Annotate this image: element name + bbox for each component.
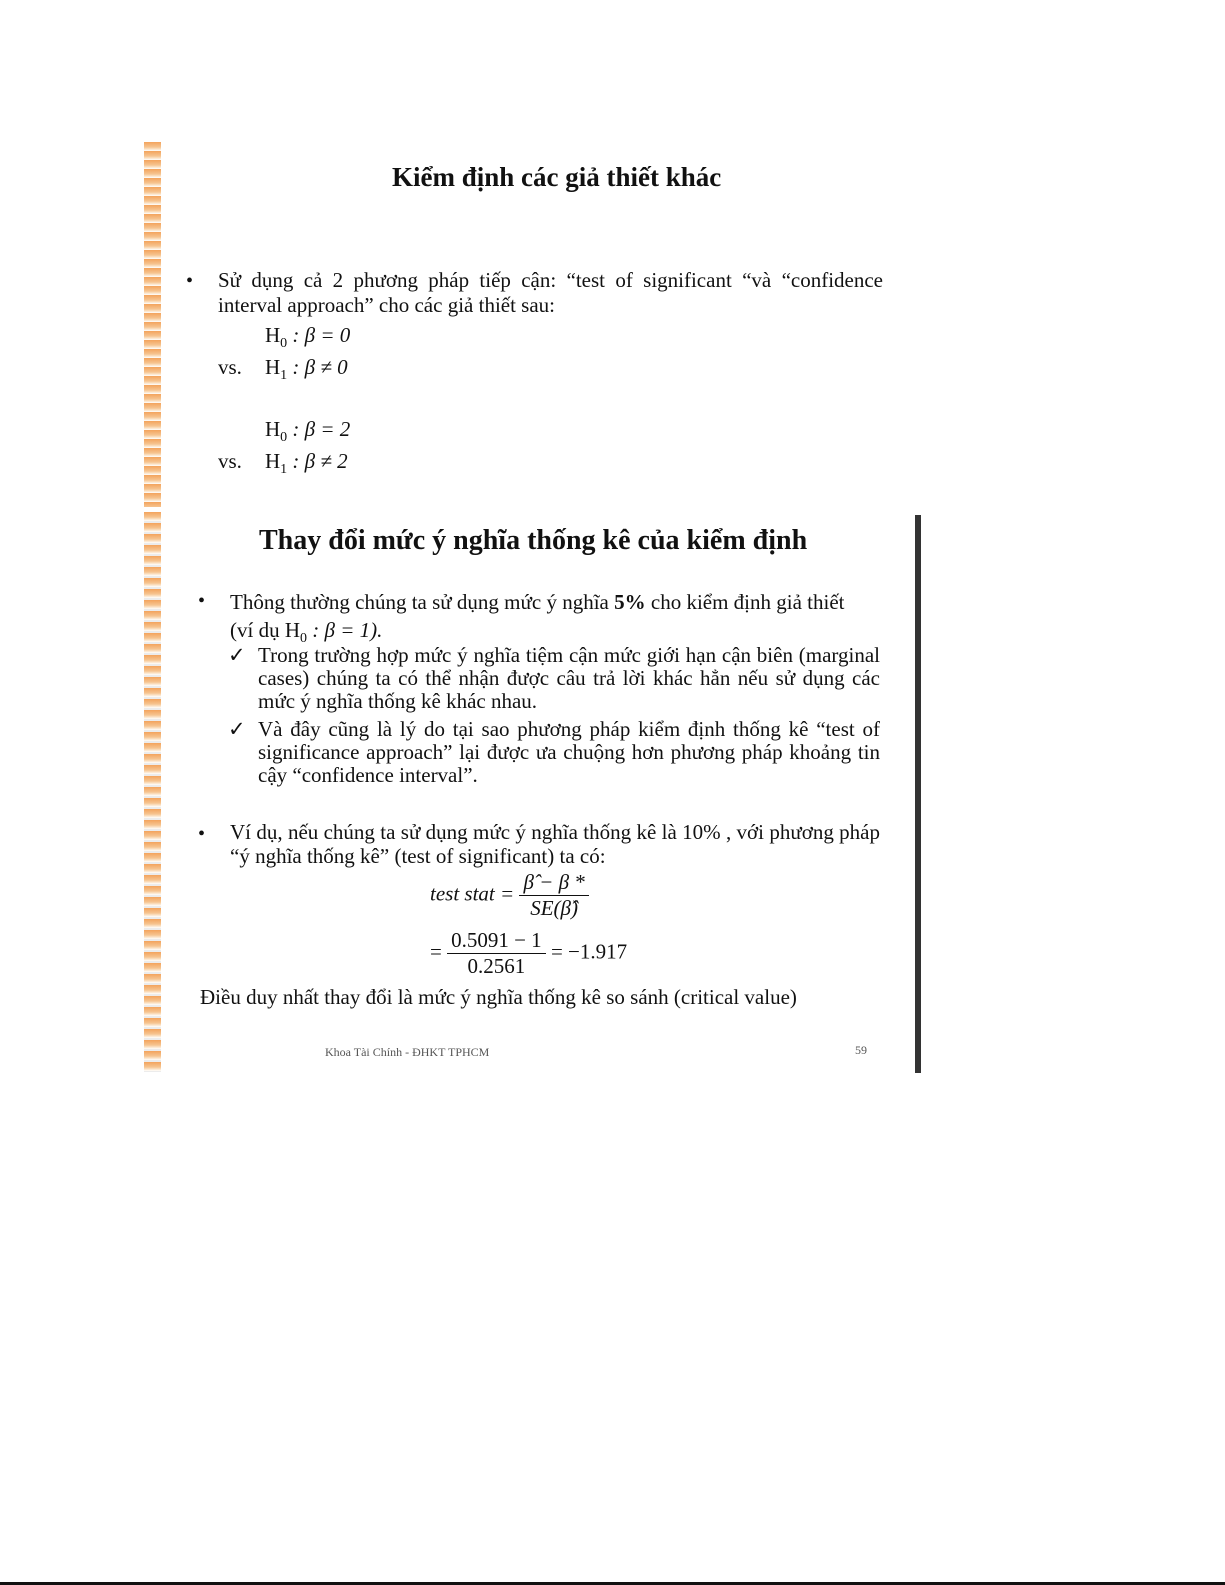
bullet-text: Ví dụ, nếu chúng ta sử dụng mức ý nghĩa thống kê là 10% , với phương pháp “ý nghĩa thống kê” (test of significant) ta có: [230, 820, 880, 868]
checkmark-icon: ✓ [228, 717, 246, 741]
test-stat-calculation: = $\frac{0.5091 - 1}{0.2561}$ = −1.917 [430, 928, 628, 978]
bullet-dot: • [186, 270, 194, 292]
slide-title: Kiểm định các giả thiết khác [392, 162, 722, 192]
slide-number: 59 [855, 1043, 867, 1057]
vs-label: vs. [218, 355, 242, 379]
test-stat-formula: test stat = $\frac{\betâ - \beta *}{SE(\betâ)}$ [430, 870, 589, 921]
check-item-text: Và đây cũng là lý do tại sao phương pháp kiểm định thống kê “test of significance approach” lại được ưa chuộng hơn phương pháp khoảng tin cậy “confidence interval”. [258, 717, 880, 787]
slide-footer: Khoa Tài Chính - ĐHKT TPHCM [325, 1045, 490, 1059]
conclusion-text: Điều duy nhất thay đổi là mức ý nghĩa thống kê so sánh (critical value) [200, 985, 797, 1009]
bullet-dot: • [198, 823, 206, 845]
hypothesis-h0: $H_0$ : β = 2 [265, 417, 351, 445]
bullet-text: Sử dụng cả 2 phương pháp tiếp cận: “test of significant “và “confidence interval approach” cho các giả thiết sau: [218, 268, 883, 317]
slide-title: Thay đổi mức ý nghĩa thống kê của kiểm định [259, 525, 808, 556]
bullet-text: Thông thường chúng ta sử dụng mức ý nghĩa 5% cho kiểm định giả thiết (ví dụ $H_0$ : β = 1). [230, 590, 845, 646]
slide-left-stripe [144, 142, 161, 507]
slide-right-border [915, 515, 921, 1073]
slide-left-stripe [144, 512, 161, 1072]
vs-label: vs. [218, 449, 242, 473]
hypothesis-h0: $H_0$ : β = 0 [265, 323, 351, 351]
check-item-text: Trong trường hợp mức ý nghĩa tiệm cận mức giới hạn cận biên (marginal cases) chúng ta có thể nhận được câu trả lời khác hẳn nếu sử dụng các mức ý nghĩa thống kê khác nhau. [258, 643, 880, 713]
hypothesis-h1: $H_1$ : β ≠ 0 [265, 355, 348, 383]
hypothesis-h1: $H_1$ : β ≠ 2 [265, 449, 348, 477]
bullet-dot: • [198, 590, 206, 612]
checkmark-icon: ✓ [228, 643, 246, 667]
